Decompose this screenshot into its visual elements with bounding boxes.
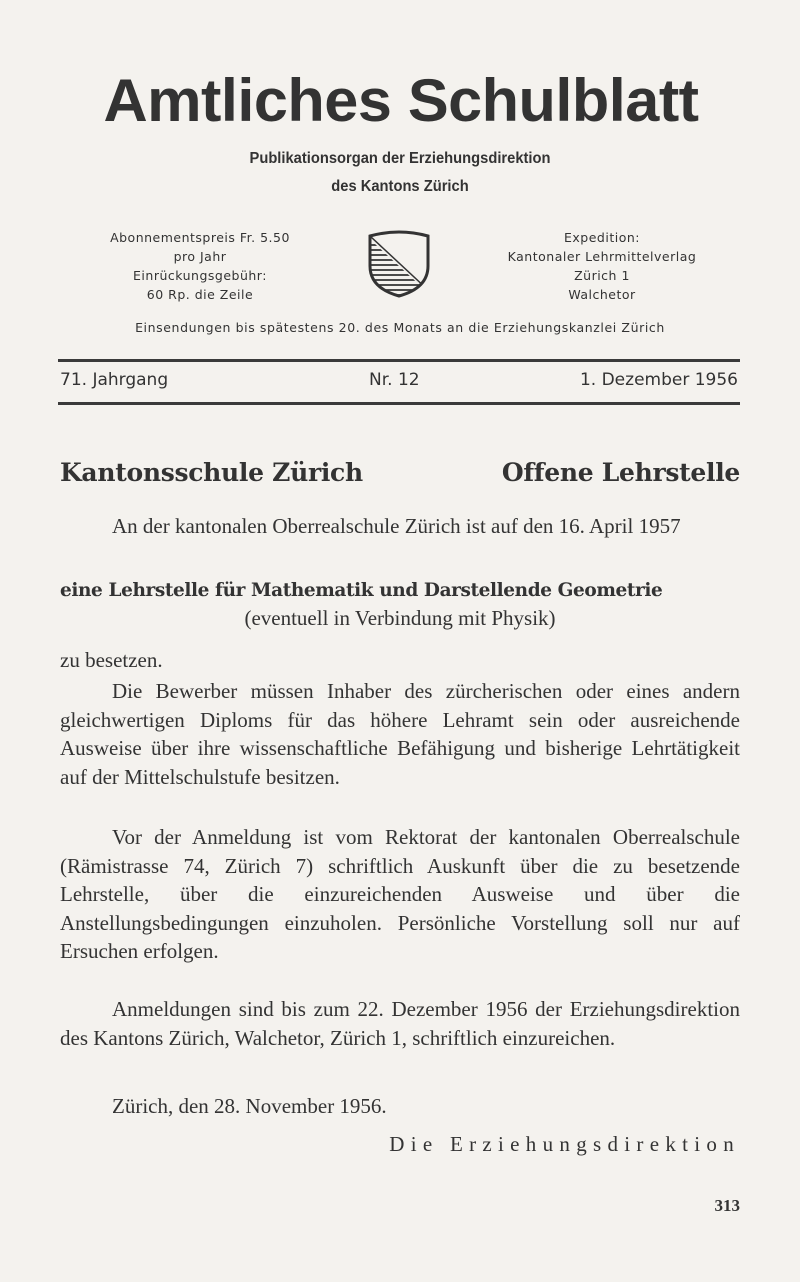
masthead-subtitle-1: Publikationsorgan der Erziehungsdirektion — [249, 150, 551, 167]
subscription-info — [70, 228, 330, 304]
info-line: pro Jahr — [173, 249, 227, 264]
intro-text — [60, 512, 740, 541]
info-line: Kantonaler Lehrmittelverlag — [507, 249, 697, 264]
position-note: (eventuell in Verbindung mit Physik) — [244, 606, 556, 630]
volume: 71. Jahrgang — [60, 370, 169, 390]
info-line: Einrückungsgebühr: — [133, 268, 267, 283]
paragraph-requirements: Die Bewerber müssen Inhaber des zürcherischen oder eines andern gleichwertigen Diploms für das höhere Lehramt sein oder ausreichende Ausweise über ihre wissenschaftliche Befähigung und bisherige Lehrtätigkeit auf der Mittelschulstufe besitzen. — [60, 679, 740, 789]
intro-end: zu besetzen. — [60, 648, 163, 672]
divider-bottom — [58, 402, 740, 405]
page-number: 313 — [714, 1196, 740, 1215]
info-line: Zürich 1 — [574, 268, 630, 283]
paragraph-deadline: Anmeldungen sind bis zum 22. Dezember 1956 der Erziehungsdirektion des Kantons Zürich, Walchetor, Zürich 1, schriftlich einzureichen. — [60, 997, 740, 1050]
info-line: Walchetor — [568, 287, 636, 302]
issue-number: Nr. 12 — [369, 370, 420, 390]
info-line: 60 Rp. die Zeile — [146, 287, 254, 302]
article-heading-right: Offene Lehrstelle — [501, 458, 740, 487]
info-line: Abonnementspreis Fr. 5.50 — [110, 230, 290, 245]
submission-note: Einsendungen bis spätestens 20. des Monats an die Erziehungskanzlei Zürich — [135, 320, 665, 335]
article-heading-left: Kantonsschule Zürich — [60, 458, 363, 487]
issue-date: 1. Dezember 1956 — [579, 370, 738, 390]
masthead-title: Amtliches Schulblatt — [103, 67, 699, 134]
divider-top — [58, 359, 740, 362]
position-title: eine Lehrstelle für Mathematik und Darstellende Geometrie — [60, 580, 663, 601]
expedition-info — [472, 228, 732, 304]
paragraph-inquiry: Vor der Anmeldung ist vom Rektorat der kantonalen Oberrealschule (Rämistrasse 74, Zürich 7) schriftlich Auskunft über die zu besetzende Lehrstelle, über die einzureichenden Ausweise und über die Anstellungsbedingungen einzuholen. Persönliche Vorstellung soll nur auf Ersuchen erfolgen. — [60, 825, 740, 963]
zurich-coat-of-arms-icon — [362, 226, 436, 300]
masthead-subtitle-2: des Kantons Zürich — [331, 178, 469, 195]
info-line: Expedition: — [564, 230, 640, 245]
signature: Die Erziehungsdirektion — [389, 1132, 740, 1156]
place-date: Zürich, den 28. November 1956. — [112, 1094, 387, 1118]
intro-paragraph: An der kantonalen Oberrealschule Zürich ist auf den 16. April 1957 — [112, 514, 681, 538]
